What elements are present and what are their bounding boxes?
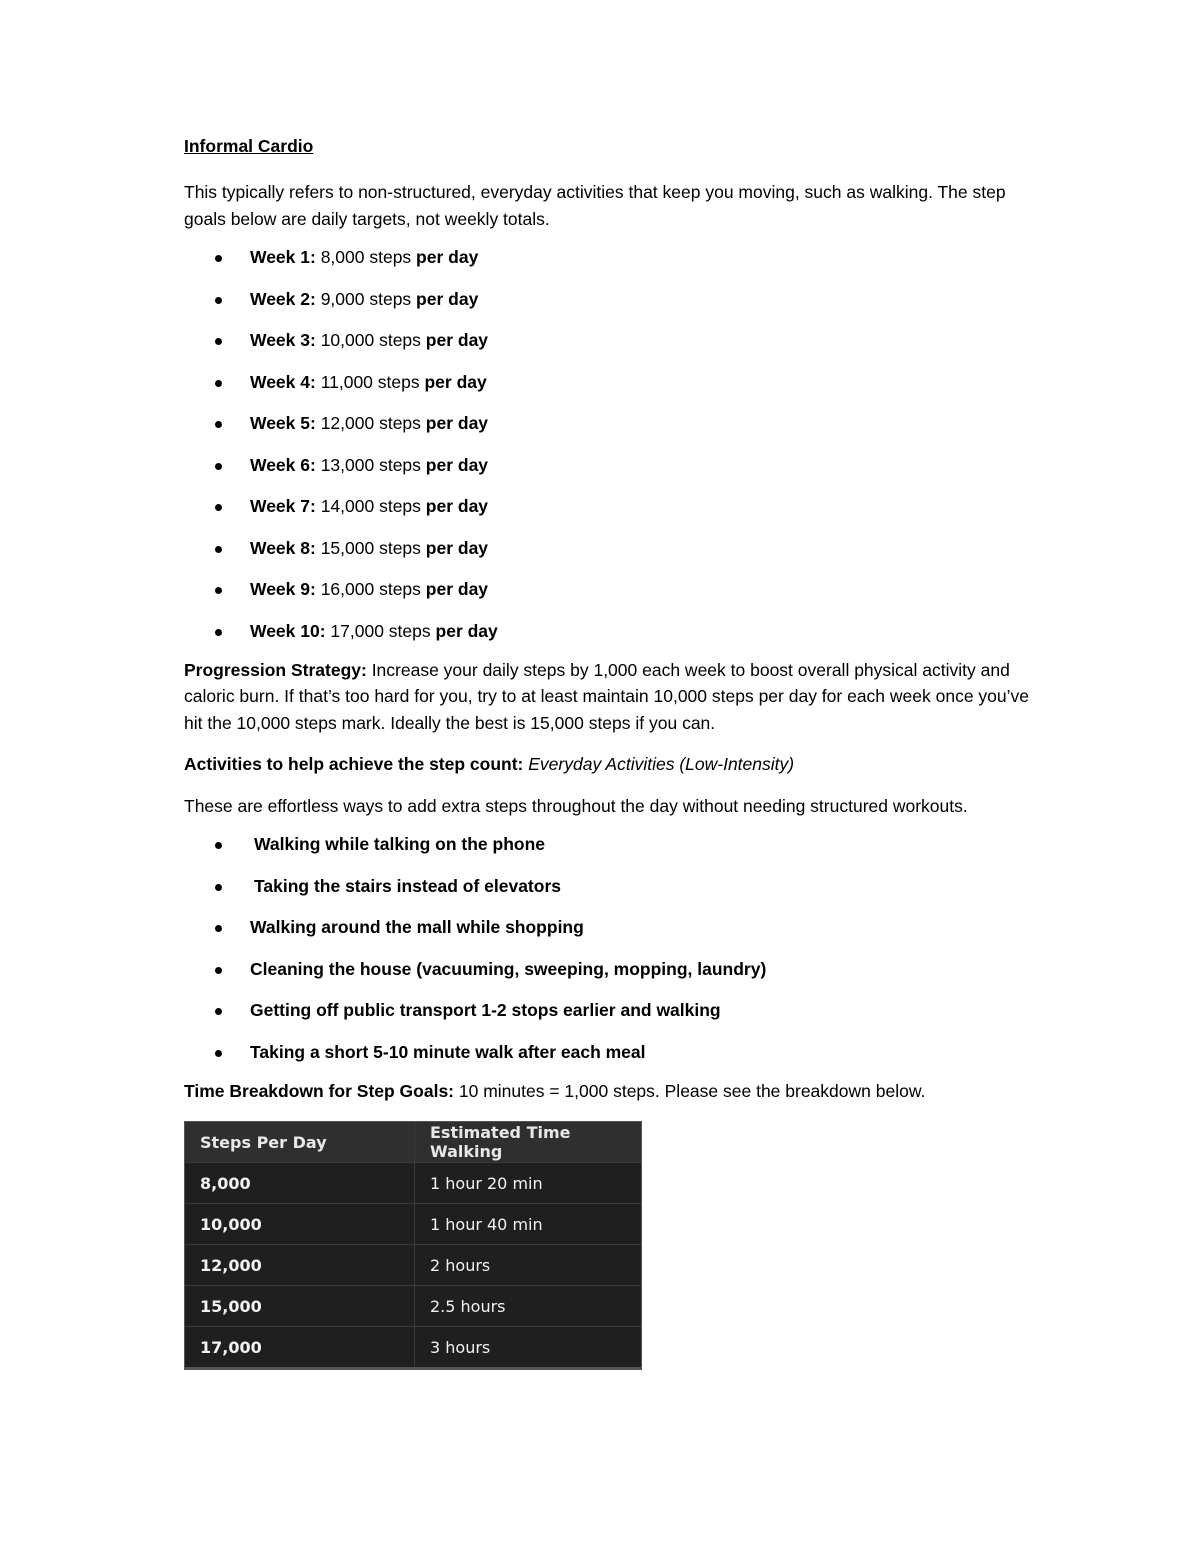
table-row [185,1286,641,1327]
week-suffix: per day [416,247,479,267]
week-suffix: per day [425,579,489,599]
list-item [184,328,1044,352]
bullet-icon [215,380,222,387]
time-breakdown-label: Time Breakdown for Step Goals: [184,1080,455,1101]
activities-heading-italic: Everyday Activities (Low-Intensity) [523,754,795,774]
bullet-icon [215,587,222,594]
week-label: Week 3: [250,330,316,350]
section-title: Informal Cardio [184,136,314,156]
activities-heading [184,751,1044,778]
week-label: Week 7: [250,496,316,516]
activity-text: Taking the stairs instead of elevators [254,875,561,896]
step-time-table-image [184,1121,642,1370]
table-row [185,1327,641,1368]
time-cell: 1 hour 40 min [415,1204,642,1245]
progression-paragraph [184,657,1044,737]
time-cell: 2 hours [415,1245,642,1286]
week-suffix: per day [435,620,498,641]
week-label: Week 10: [250,620,326,641]
activity-text: Walking around the mall while shopping [250,917,584,937]
list-item [184,411,1044,435]
bullet-icon [215,884,222,891]
week-suffix: per day [425,413,489,433]
steps-cell: 17,000 [185,1327,415,1368]
list-item [184,998,1044,1022]
time-cell: 2.5 hours [415,1286,642,1327]
activity-text: Walking while talking on the phone [254,834,546,854]
list-item [184,494,1044,518]
week-steps: 11,000 steps [315,371,425,392]
week-steps: 17,000 steps [325,620,436,641]
table-header-row [185,1122,641,1163]
week-label: Week 1: [250,247,316,267]
bullet-icon [215,338,222,345]
steps-cell: 12,000 [185,1245,415,1286]
activities-list [184,832,1044,1064]
bullet-icon [215,297,222,304]
time-breakdown-text: 10 minutes = 1,000 steps. Please see the breakdown below. [454,1080,926,1101]
list-item [184,832,1044,856]
week-label: Week 6: [250,454,316,475]
bullet-icon [215,463,222,470]
activities-heading-label: Activities to help achieve the step count: [184,754,524,774]
table-row [185,1163,641,1204]
list-item [184,1040,1044,1064]
progression-text: Increase your daily steps by 1,000 each week to boost overall physical activity and caloric burn. If that’s too hard for you, try to at least maintain 10,000 steps per day for each week once you’ve hit the 10,000 steps mark. Ideally the best is 15,000 steps if you can. [184,659,1030,733]
week-steps: 14,000 steps [315,496,426,516]
week-label: Week 4: [250,371,316,392]
document-content [184,134,1044,1370]
bullet-icon [215,1050,222,1057]
list-item [184,536,1044,560]
bullet-icon [215,546,222,553]
bullet-icon [215,925,222,932]
week-label: Week 5: [250,413,316,433]
time-cell: 3 hours [415,1327,642,1368]
week-suffix: per day [416,288,479,309]
week-steps: 9,000 steps [315,288,417,309]
week-suffix: per day [424,371,487,392]
activity-text: Taking a short 5-10 minute walk after each meal [250,1041,646,1062]
week-suffix: per day [425,454,489,475]
progression-label: Progression Strategy: [184,659,367,680]
list-item [184,287,1044,311]
week-steps: 15,000 steps [315,537,426,558]
bullet-icon [215,842,222,849]
list-item [184,577,1044,601]
steps-cell: 8,000 [185,1163,415,1204]
activities-intro: These are effortless ways to add extra steps throughout the day without needing structured workouts. [184,795,968,816]
table-row [185,1245,641,1286]
list-item [184,370,1044,394]
week-label: Week 9: [250,579,316,599]
step-time-table [185,1122,641,1367]
header-steps-per-day: Steps Per Day [185,1122,415,1163]
time-cell: 1 hour 20 min [415,1163,642,1204]
list-item [184,957,1044,981]
week-steps: 10,000 steps [315,330,426,350]
bullet-icon [215,967,222,974]
bullet-icon [215,629,222,636]
activity-text: Getting off public transport 1-2 stops earlier and walking [250,1000,721,1020]
week-suffix: per day [425,537,489,558]
time-breakdown-paragraph [184,1078,1044,1105]
weekly-step-goals-list [184,245,1044,643]
steps-cell: 15,000 [185,1286,415,1327]
week-steps: 12,000 steps [315,413,426,433]
bullet-icon [215,1008,222,1015]
steps-cell: 10,000 [185,1204,415,1245]
bullet-icon [215,421,222,428]
week-steps: 13,000 steps [315,454,426,475]
table-row [185,1204,641,1245]
list-item [184,453,1044,477]
week-label: Week 8: [250,537,316,558]
activity-text: Cleaning the house (vacuuming, sweeping, mopping, laundry) [250,958,767,979]
bullet-icon [215,255,222,262]
list-item [184,915,1044,939]
list-item [184,874,1044,898]
week-suffix: per day [425,330,489,350]
bullet-icon [215,504,222,511]
intro-paragraph: This typically refers to non-structured, everyday activities that keep you moving, such as walking. The step goals below are daily targets, not weekly totals. [184,182,1006,229]
list-item [184,619,1044,643]
week-steps: 8,000 steps [315,247,417,267]
week-suffix: per day [425,496,489,516]
week-steps: 16,000 steps [315,579,426,599]
header-estimated-time: Estimated Time Walking [415,1122,642,1163]
list-item [184,245,1044,269]
week-label: Week 2: [250,288,316,309]
